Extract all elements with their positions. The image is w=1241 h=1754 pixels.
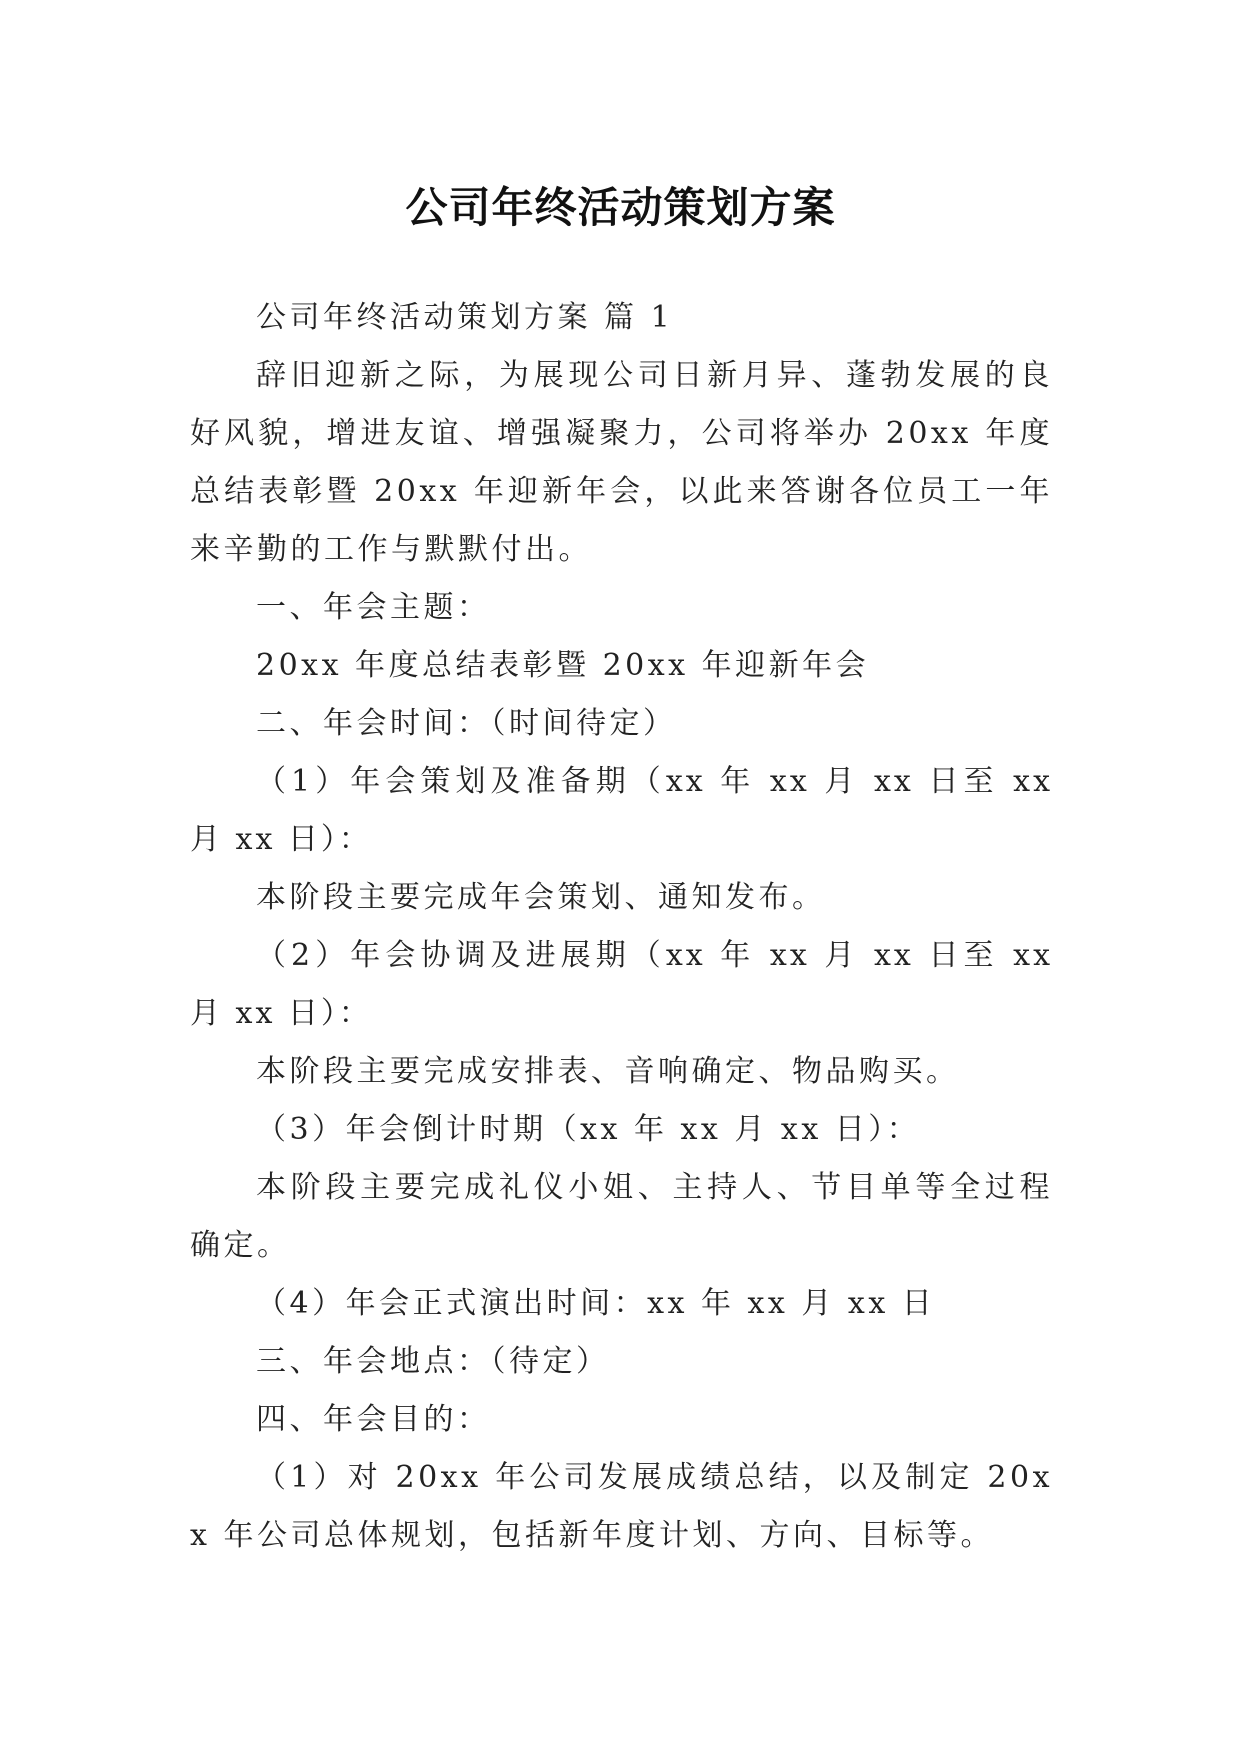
time-item-1: （1）年会策划及准备期（xx 年 xx 月 xx 日至 xx 月 xx 日）： xyxy=(190,764,1053,857)
heading-theme: 一、年会主题： xyxy=(256,590,491,625)
time-item-2: （2）年会协调及进展期（xx 年 xx 月 xx 日至 xx 月 xx 日）： xyxy=(190,938,1053,1031)
document-title: 公司年终活动策划方案 xyxy=(405,183,836,233)
document-body xyxy=(190,289,1053,1565)
purpose-item-1: （1）对 20xx 年公司发展成绩总结，以及制定 20xx 年公司总体规划，包括新年度计划、方向、目标等。 xyxy=(190,1460,1053,1553)
time-item-3: （3）年会倒计时期（xx 年 xx 月 xx 日）： xyxy=(256,1112,921,1147)
time-item-2-desc: 本阶段主要完成安排表、音响确定、物品购买。 xyxy=(256,1054,960,1089)
intro-paragraph: 辞旧迎新之际，为展现公司日新月异、蓬勃发展的良好风貌，增进友谊、增强凝聚力，公司将举办 20xx 年度总结表彰暨 20xx 年迎新年会，以此来答谢各位员工一年来辛勤的工作与默默付出。 xyxy=(190,358,1053,567)
heading-time: 二、年会时间：（时间待定） xyxy=(256,706,677,741)
theme-text: 20xx 年度总结表彰暨 20xx 年迎新年会 xyxy=(256,648,870,683)
heading-location: 三、年会地点：（待定） xyxy=(256,1344,610,1379)
time-item-3-desc: 本阶段主要完成礼仪小姐、主持人、节目单等全过程确定。 xyxy=(190,1170,1053,1263)
time-item-1-desc: 本阶段主要完成年会策划、通知发布。 xyxy=(256,880,826,915)
section-heading: 公司年终活动策划方案 篇 1 xyxy=(256,300,674,335)
heading-purpose: 四、年会目的： xyxy=(256,1402,491,1437)
time-item-4: （4）年会正式演出时间：xx 年 xx 月 xx 日 xyxy=(256,1286,936,1321)
